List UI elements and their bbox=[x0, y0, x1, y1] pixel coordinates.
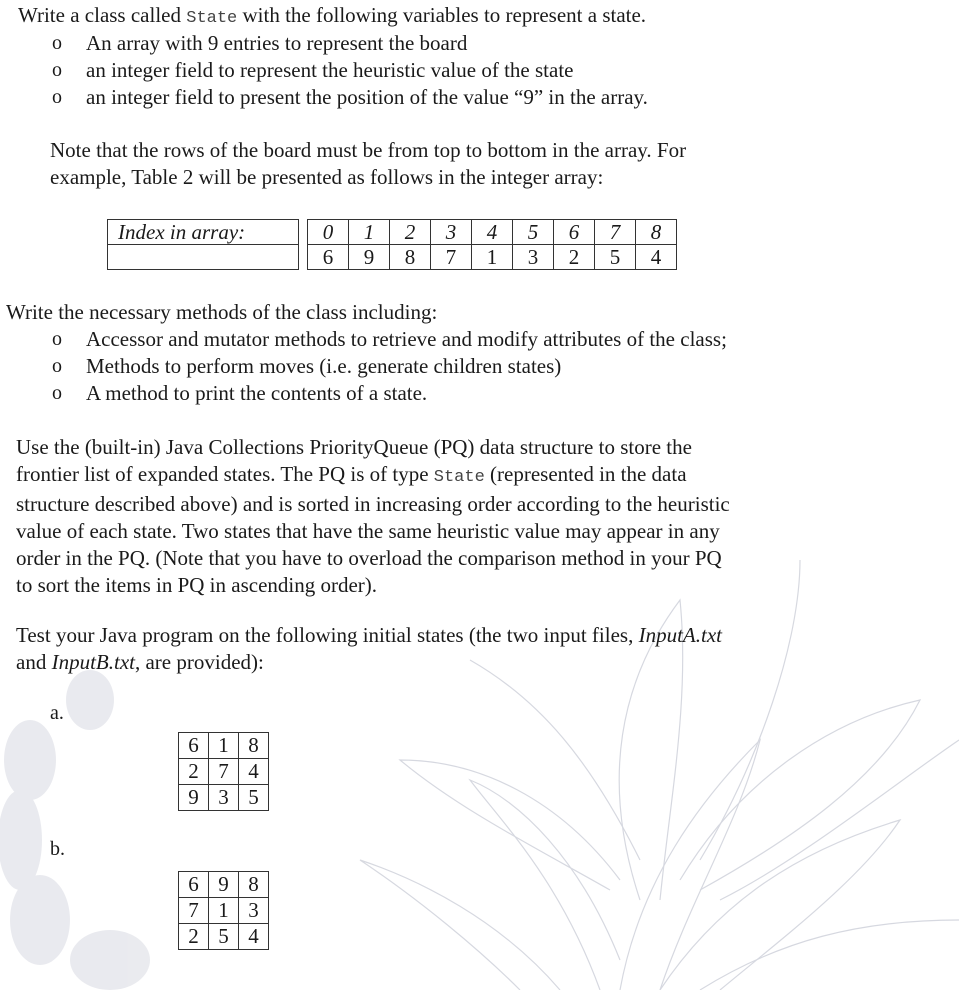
index-cell: 6 bbox=[554, 220, 595, 245]
input-file-a: InputA.txt bbox=[638, 623, 722, 647]
method-item: A method to print the contents of a state. bbox=[86, 381, 428, 405]
note-paragraph: Note that the rows of the board must be from top to bottom in the array. For example, Table 2 will be presented as follows in the integer array: bbox=[50, 138, 687, 189]
index-cell: 4 bbox=[472, 220, 513, 245]
variable-item: an integer field to present the position of the value “9” in the array. bbox=[86, 85, 648, 109]
value-cell: 4 bbox=[636, 245, 677, 270]
grid-cell: 2 bbox=[179, 924, 209, 950]
method-item: Methods to perform moves (i.e. generate children states) bbox=[86, 354, 562, 378]
grid-cell: 8 bbox=[239, 733, 269, 759]
grid-cell: 6 bbox=[179, 733, 209, 759]
variable-item: An array with 9 entries to represent the board bbox=[86, 31, 468, 55]
grid-cell: 8 bbox=[239, 872, 269, 898]
state-b-label: b. bbox=[50, 838, 65, 860]
value-cell: 8 bbox=[390, 245, 431, 270]
value-cell: 2 bbox=[554, 245, 595, 270]
variable-item: an integer field to represent the heuristic value of the state bbox=[86, 58, 574, 82]
index-cell: 0 bbox=[308, 220, 349, 245]
state-type-code: State bbox=[433, 468, 485, 487]
value-cell: 9 bbox=[349, 245, 390, 270]
grid-cell: 4 bbox=[239, 759, 269, 785]
index-cell: 7 bbox=[595, 220, 636, 245]
grid-cell: 5 bbox=[239, 785, 269, 811]
state-a-grid bbox=[178, 732, 269, 811]
grid-cell: 3 bbox=[209, 785, 239, 811]
priority-queue-paragraph: Use the (built-in) Java Collections PriorityQueue (PQ) data structure to store the frontier list of expanded states. The PQ is of type State (represented in the data structure described above) and is sorted in increasing order according to the heuristic value of each state. Two states that have the same heuristic value may appear in any order in the PQ. (Note that you have to overload the comparison method in your PQ to sort the items in PQ in ascending order). bbox=[16, 435, 730, 597]
value-cell: 7 bbox=[431, 245, 472, 270]
index-cell: 3 bbox=[431, 220, 472, 245]
index-cell: 1 bbox=[349, 220, 390, 245]
method-item: Accessor and mutator methods to retrieve and modify attributes of the class; bbox=[86, 327, 727, 351]
grid-cell: 1 bbox=[209, 898, 239, 924]
grid-cell: 6 bbox=[179, 872, 209, 898]
value-cell: 5 bbox=[595, 245, 636, 270]
grid-cell: 2 bbox=[179, 759, 209, 785]
grid-cell: 9 bbox=[179, 785, 209, 811]
intro-line: Write a class called State with the following variables to represent a state. bbox=[18, 3, 647, 28]
index-cell: 5 bbox=[513, 220, 554, 245]
grid-cell: 1 bbox=[209, 733, 239, 759]
state-a-label: a. bbox=[50, 702, 64, 724]
bullet-marker: o bbox=[52, 382, 62, 404]
value-cell: 3 bbox=[513, 245, 554, 270]
index-cell: 2 bbox=[390, 220, 431, 245]
class-name-code: State bbox=[186, 9, 238, 28]
bullet-marker: o bbox=[52, 32, 62, 54]
bullet-marker: o bbox=[52, 59, 62, 81]
grid-cell: 4 bbox=[239, 924, 269, 950]
grid-cell: 5 bbox=[209, 924, 239, 950]
index-cell: 8 bbox=[636, 220, 677, 245]
grid-cell: 9 bbox=[209, 872, 239, 898]
input-file-b: InputB.txt bbox=[51, 650, 135, 674]
index-array-table bbox=[107, 219, 677, 270]
methods-intro: Write the necessary methods of the class including: bbox=[6, 300, 438, 324]
test-paragraph: Test your Java program on the following initial states (the two input files, InputA.txt and InputB.txt, are provided): bbox=[16, 623, 722, 674]
bullet-marker: o bbox=[52, 355, 62, 377]
grid-cell: 3 bbox=[239, 898, 269, 924]
grid-cell: 7 bbox=[179, 898, 209, 924]
index-label: Index in array: bbox=[108, 220, 299, 245]
state-b-grid bbox=[178, 871, 269, 950]
bullet-marker: o bbox=[52, 328, 62, 350]
value-cell: 6 bbox=[308, 245, 349, 270]
bullet-marker: o bbox=[52, 86, 62, 108]
value-cell: 1 bbox=[472, 245, 513, 270]
grid-cell: 7 bbox=[209, 759, 239, 785]
